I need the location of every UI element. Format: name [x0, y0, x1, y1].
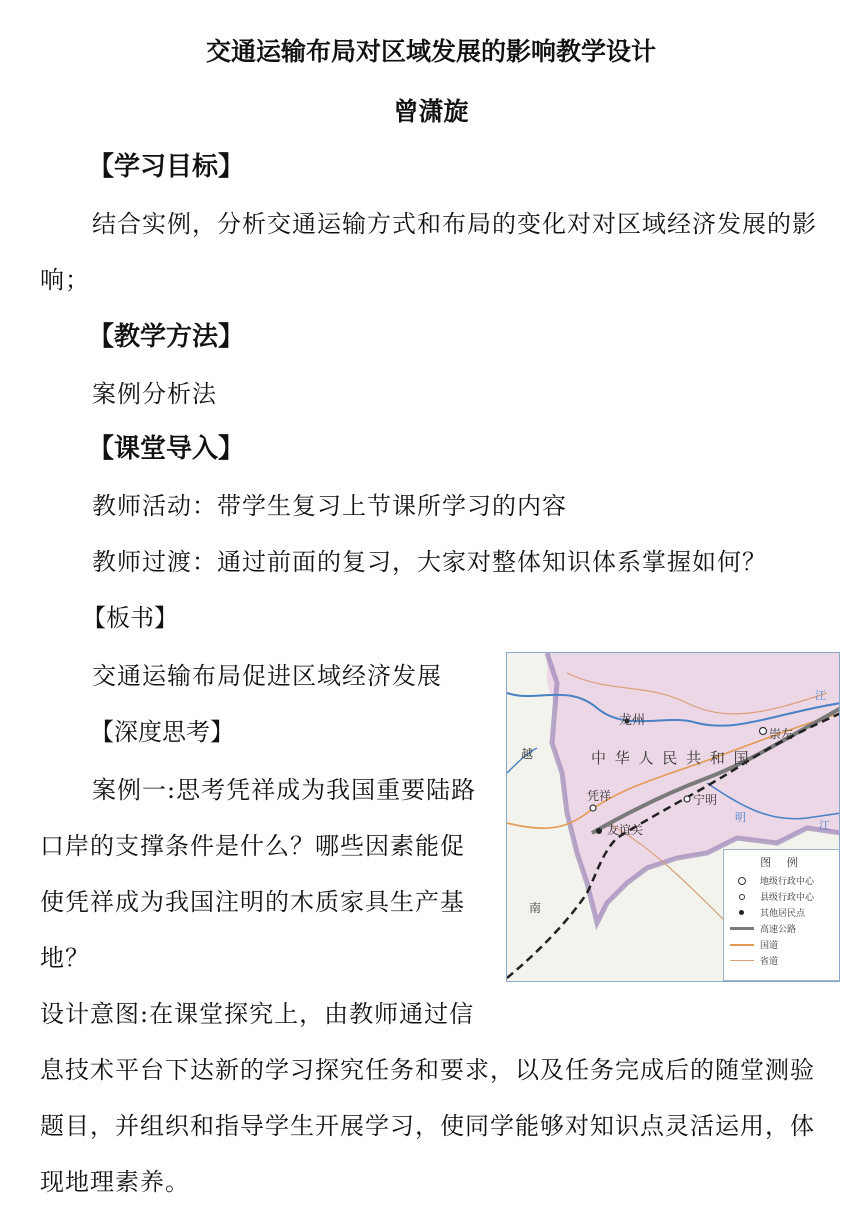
design-line-1: 设计意图:在课堂探究上，由教师通过信 [40, 1000, 475, 1028]
legend-provincial-road [730, 954, 778, 967]
intro-heading: 【课堂导入】 [88, 434, 245, 464]
design-line-4: 现地理素养。 [40, 1168, 190, 1196]
label-pingxiang: 凭祥 [587, 789, 612, 803]
case-line-1: 案例一:思考凭祥成为我国重要陆路 [92, 776, 477, 804]
legend-label: 地级行政中心 [760, 877, 815, 887]
ningming-point [684, 796, 690, 802]
objective-line-1: 结合实例，分析交通运输方式和布局的变化对对区域经济发展的影 [92, 210, 817, 238]
legend-county [730, 890, 814, 903]
label-river-1: 江 [815, 689, 826, 702]
label-river-2: 明 [735, 811, 746, 824]
legend-label: 县级行政中心 [760, 893, 815, 903]
legend-settlement [730, 906, 805, 919]
provincial-road-line-icon [730, 956, 754, 966]
legend-label: 其他居民点 [760, 909, 806, 919]
board-text: 交通运输布局促进区域经济发展 [92, 662, 442, 690]
chongzuo-point [760, 728, 767, 735]
legend-national-road [730, 938, 778, 951]
hollow-circle-icon [730, 876, 754, 886]
legend-label: 国道 [760, 941, 779, 951]
label-youyiguan: 友谊关 [607, 823, 644, 837]
small-circle-icon [730, 892, 754, 902]
case-line-2: 口岸的支撑条件是什么？哪些因素能促 [40, 832, 465, 860]
case-line-3: 使凭祥成为我国注明的木质家具生产基 [40, 888, 465, 916]
legend-label: 高速公路 [760, 925, 797, 935]
national-road-line-icon [730, 940, 754, 950]
design-line-2: 息技术平台下达新的学习探究任务和要求，以及任务完成后的随堂测验 [40, 1056, 815, 1084]
legend-label: 省道 [760, 957, 779, 967]
board-heading: 【板书】 [82, 604, 178, 632]
design-line-3: 题目，并组织和指导学生开展学习，使同学能够对知识点灵活运用，体 [40, 1112, 815, 1140]
legend-prefecture [730, 874, 814, 887]
label-ningming: 宁明 [693, 793, 718, 807]
expressway-line-icon [730, 924, 754, 934]
label-yue: 越 [521, 747, 534, 761]
objective-line-2: 响； [40, 266, 90, 294]
label-river-3: 江 [819, 819, 830, 832]
label-longzhou: 龙州 [619, 713, 646, 728]
label-chongzuo: 崇左 [769, 727, 794, 741]
deep-heading: 【深度思考】 [90, 718, 234, 746]
method-text: 案例分析法 [92, 380, 217, 408]
intro-line-2: 教师过渡：通过前面的复习，大家对整体知识体系掌握如何？ [92, 548, 767, 576]
legend-title: 图 例 [760, 856, 804, 869]
intro-line-1: 教师活动：带学生复习上节课所学习的内容 [92, 492, 567, 520]
map-legend [723, 849, 840, 981]
document-title: 交通运输布局对区域发展的影响教学设计 [205, 37, 656, 66]
youyiguan-point [596, 828, 602, 834]
case-line-4: 地？ [40, 944, 90, 972]
method-heading: 【教学方法】 [88, 322, 245, 352]
author-name: 曾潇旋 [393, 97, 469, 126]
pingxiang-map [506, 652, 840, 982]
legend-expressway [730, 922, 796, 935]
pingxiang-point [590, 805, 596, 811]
objective-heading: 【学习目标】 [88, 152, 245, 182]
label-nan: 南 [529, 901, 542, 915]
label-china: 中 华 人 民 共 和 国 [591, 749, 751, 767]
dot-icon [730, 908, 754, 918]
